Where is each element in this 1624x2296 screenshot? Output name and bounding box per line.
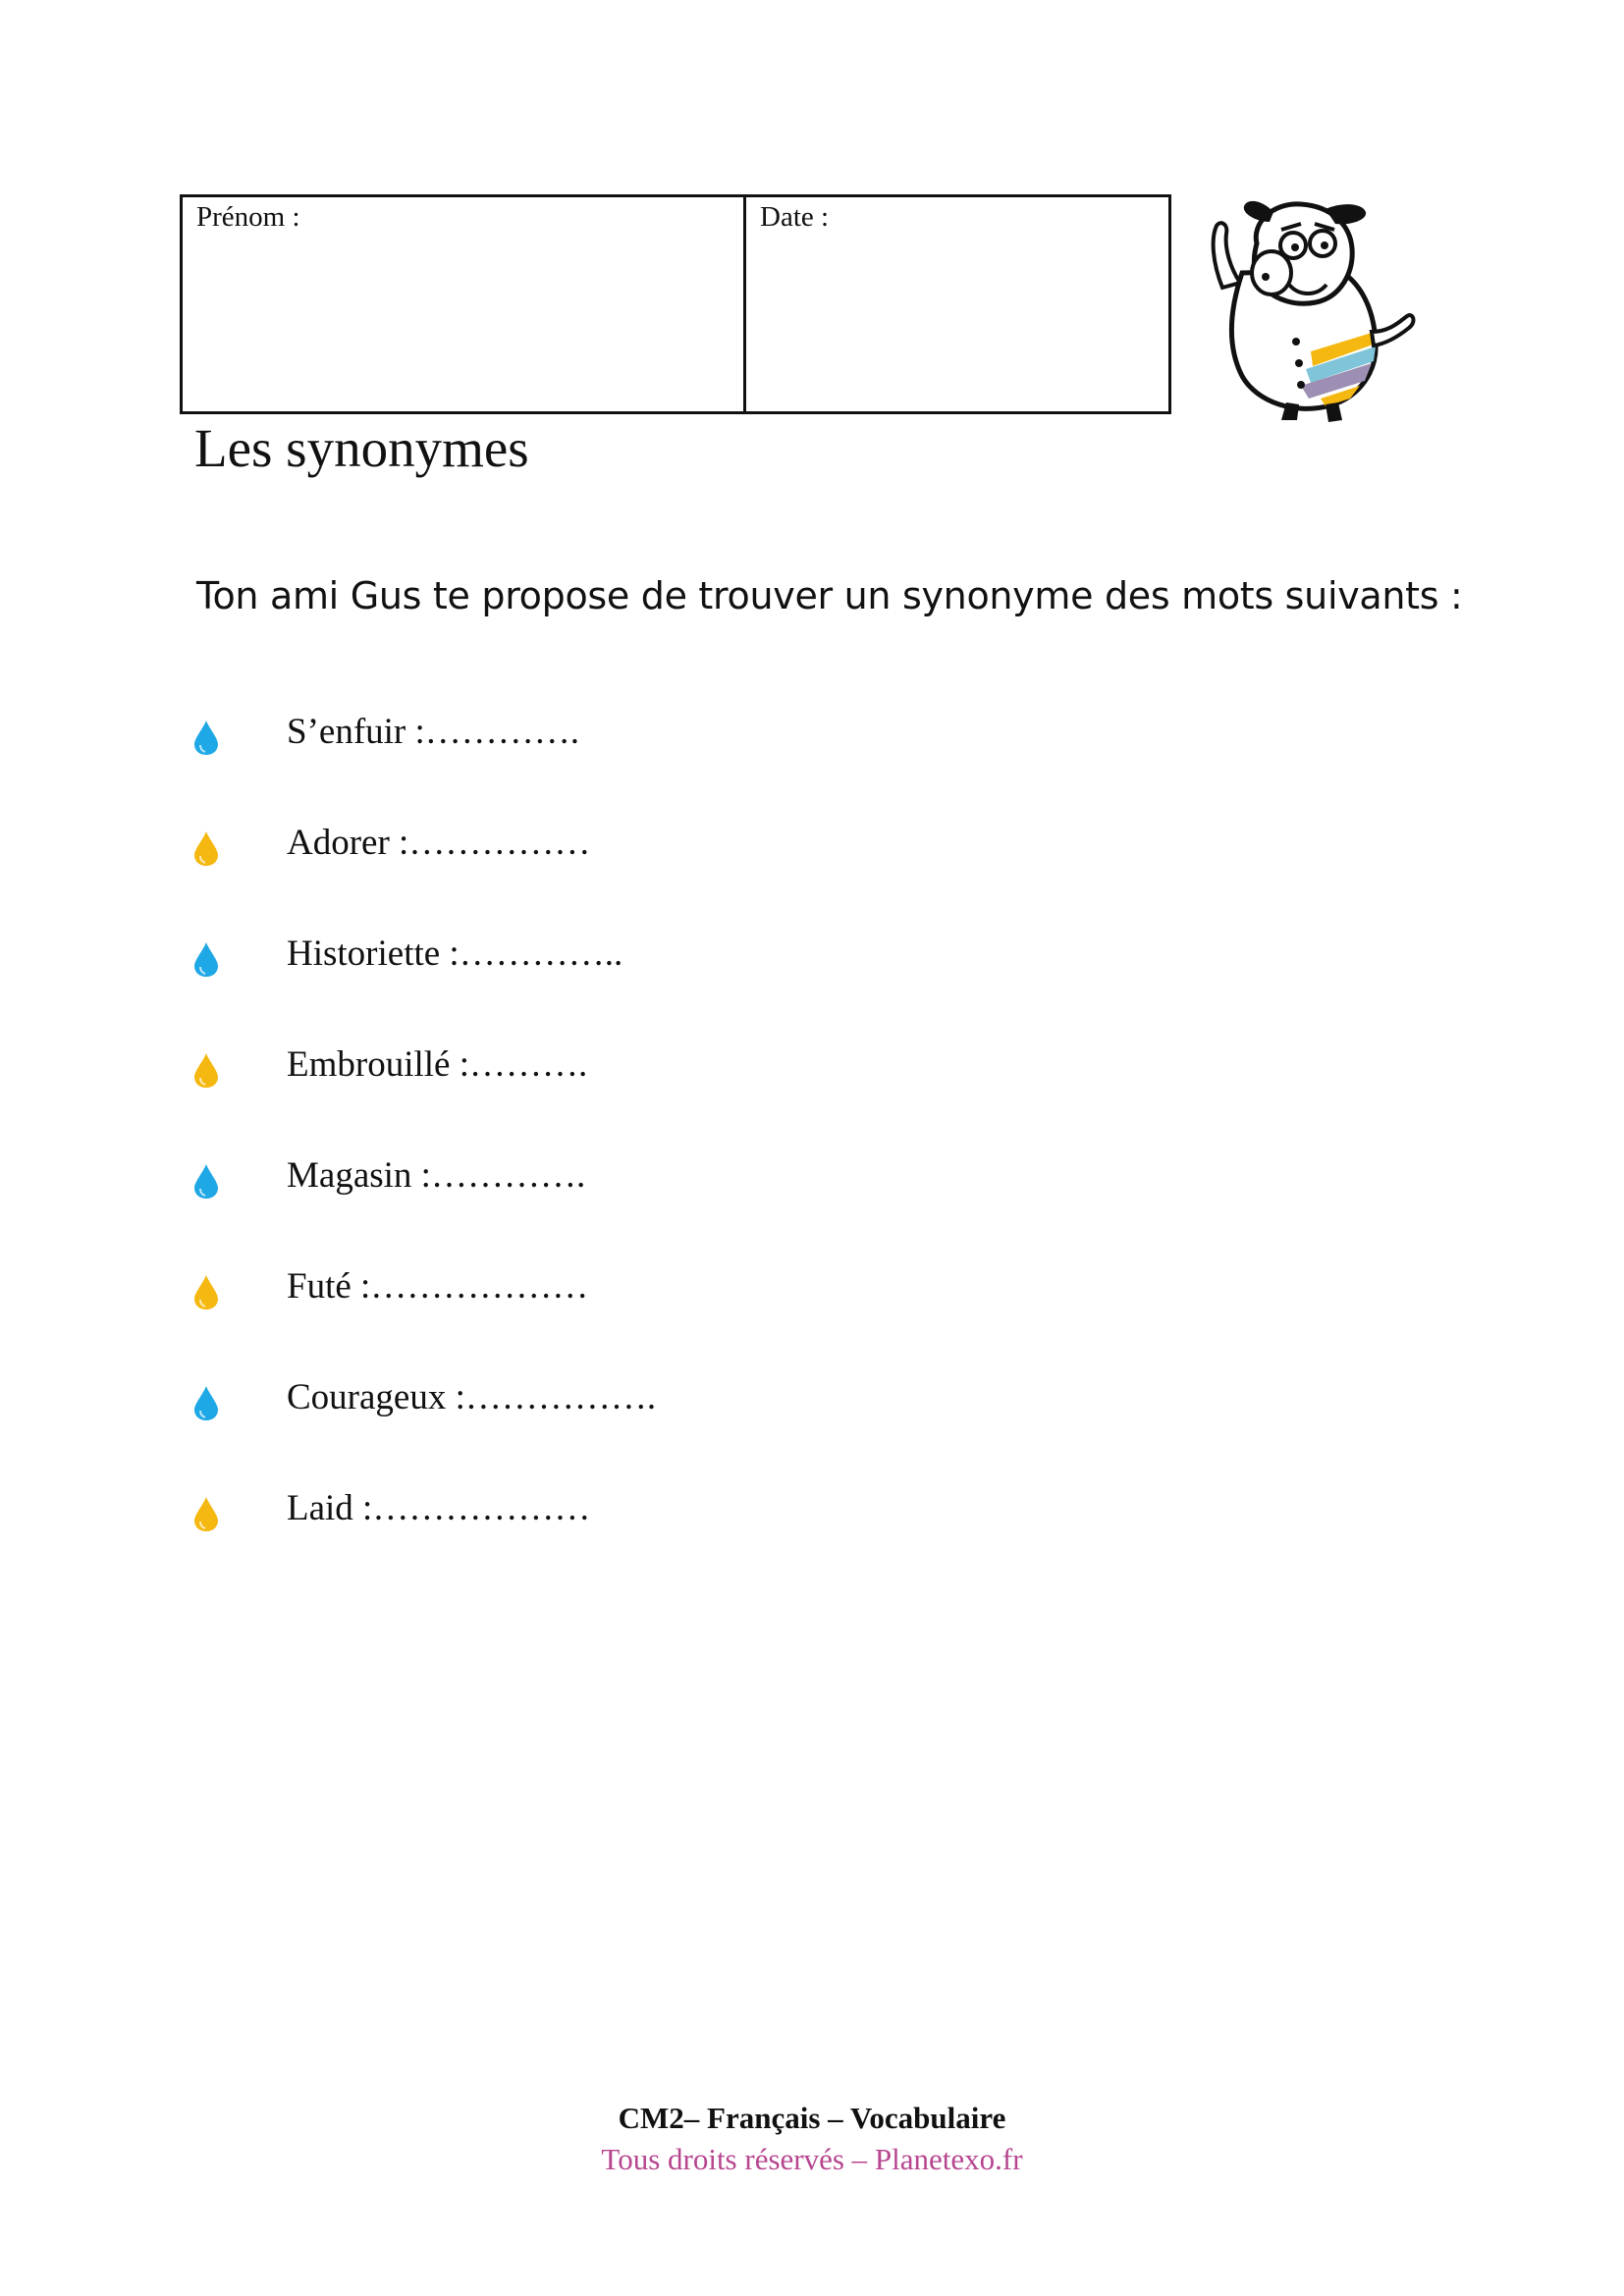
list-item	[191, 1040, 656, 1150]
prenom-label: Prénom :	[196, 201, 300, 233]
list-item	[191, 929, 656, 1040]
page-title: Les synonymes	[194, 418, 529, 478]
word-prompt: S’enfuir :………….	[287, 712, 580, 752]
droplet-bullet-icon	[191, 719, 221, 756]
word-prompt: Embrouillé :……….	[287, 1044, 588, 1085]
droplet-bullet-icon	[191, 1495, 221, 1532]
date-field[interactable]	[746, 197, 1168, 411]
word-prompt: Futé :………………	[287, 1266, 589, 1307]
droplet-bullet-icon	[191, 1384, 221, 1421]
instruction-text: Ton ami Gus te propose de trouver un synonyme des mots suivants :	[196, 574, 1463, 617]
footer-copyright: Tous droits réservés – Planetexo.fr	[601, 2142, 1023, 2176]
word-prompt: Magasin :………….	[287, 1155, 586, 1196]
footer-course-label: CM2– Français – Vocabulaire	[618, 2101, 1006, 2135]
list-item	[191, 1150, 656, 1261]
list-item	[191, 818, 656, 929]
gus-mascot-illustration	[1203, 194, 1417, 422]
word-prompt: Historiette :…………..	[287, 934, 623, 974]
list-item	[191, 1483, 656, 1594]
list-item	[191, 1261, 656, 1372]
list-item	[191, 1372, 656, 1483]
word-prompt: Laid :………………	[287, 1488, 591, 1528]
word-prompt: Courageux :…………….	[287, 1377, 657, 1417]
droplet-bullet-icon	[191, 1273, 221, 1310]
name-date-box	[180, 194, 1171, 414]
prenom-field[interactable]	[183, 197, 746, 411]
list-item	[191, 707, 656, 818]
date-label: Date :	[760, 201, 830, 233]
word-list	[191, 707, 656, 1594]
droplet-bullet-icon	[191, 829, 221, 867]
droplet-bullet-icon	[191, 1162, 221, 1200]
word-prompt: Adorer :……………	[287, 823, 591, 863]
droplet-bullet-icon	[191, 940, 221, 978]
droplet-bullet-icon	[191, 1051, 221, 1089]
